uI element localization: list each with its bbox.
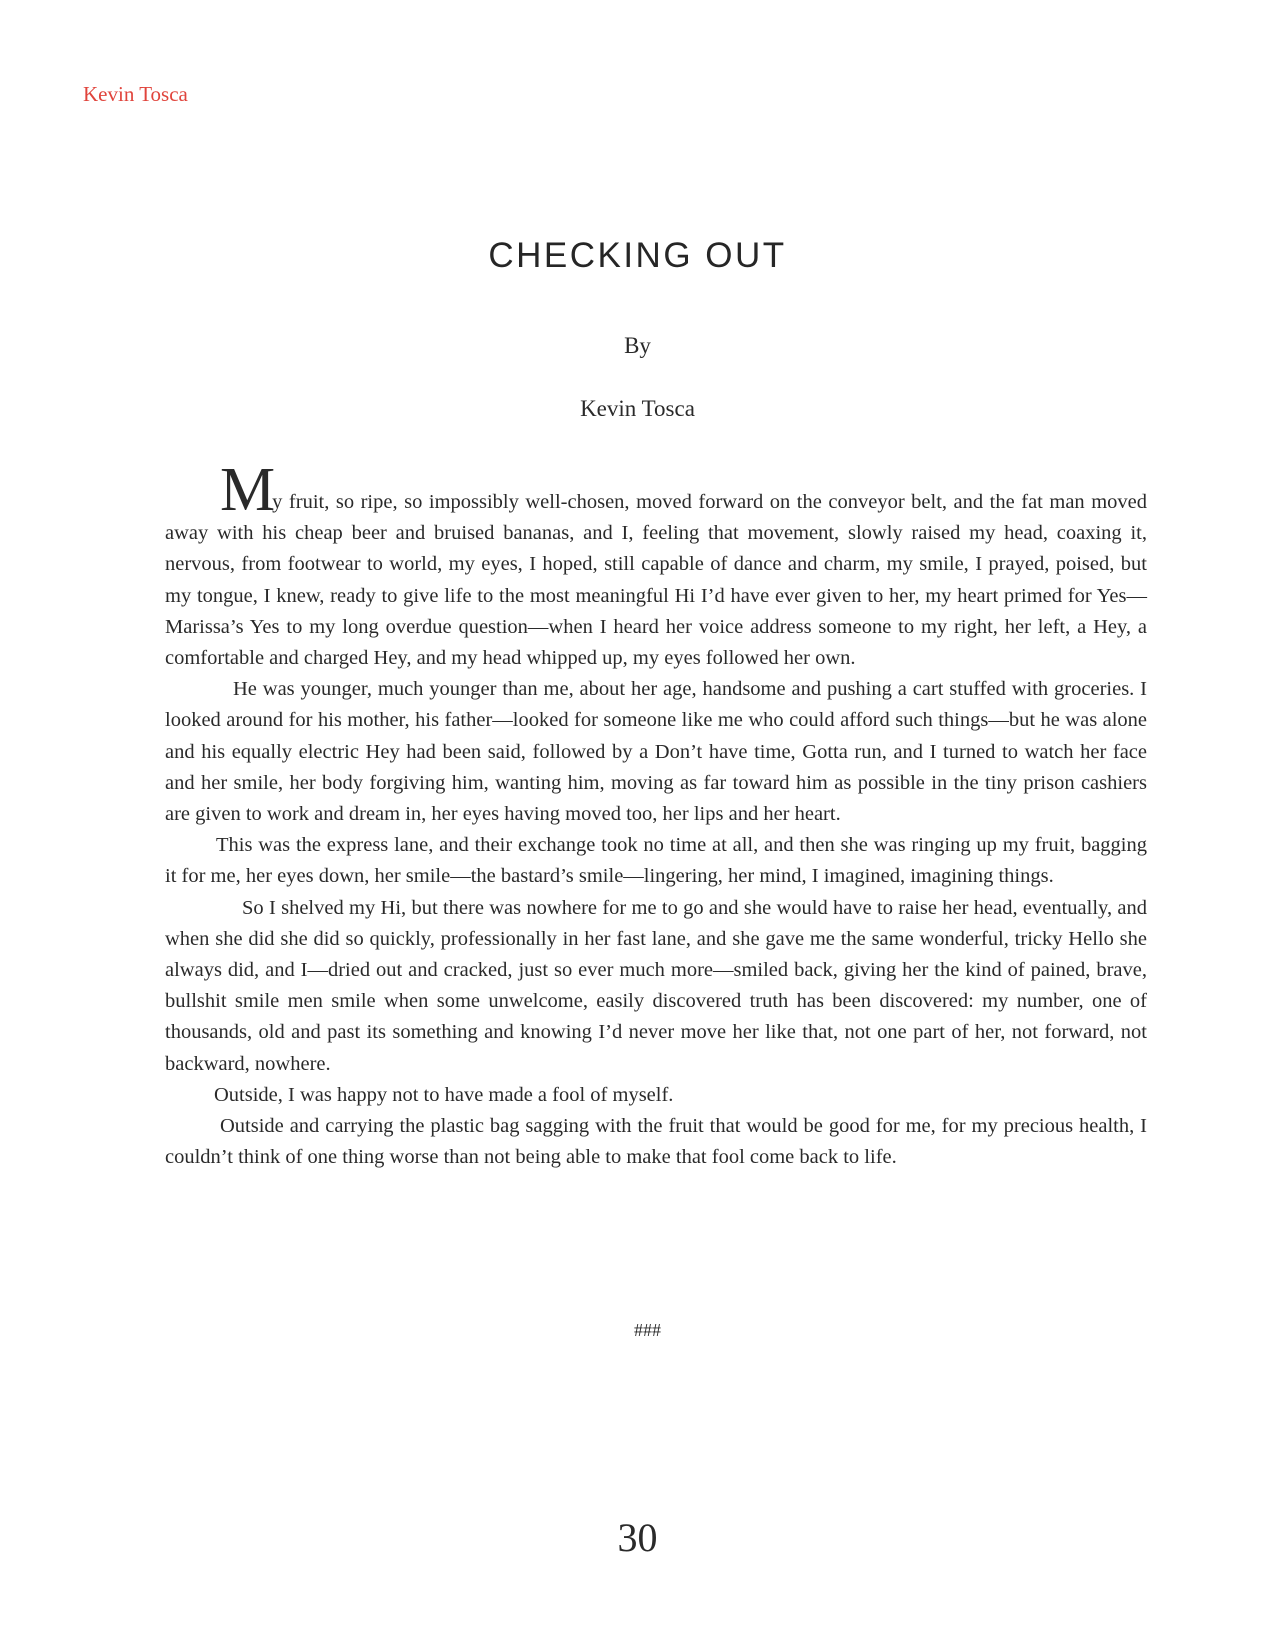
running-head: Kevin Tosca	[83, 82, 188, 106]
paragraph-3: This was the express lane, and their exchange took no time at all, and then she was ringing up my fruit, bagging it for me, her eyes down, her smile—the bastard’s smile—lingering, her mind, I imagined, imagining things.	[165, 834, 1147, 888]
drop-cap: M	[220, 456, 273, 524]
paragraph-6: Outside and carrying the plastic bag sagging with the fruit that would be good for me, for my precious health, I couldn’t think of one thing worse than not being able to make that fool come back to life.	[165, 1115, 1147, 1169]
story-title: CHECKING OUT	[488, 236, 787, 275]
byline-by: By	[624, 333, 651, 358]
story-body	[165, 456, 1147, 1173]
paragraph-1-text: y fruit, so ripe, so impossibly well-chosen, moved forward on the conveyor belt, and the fat man moved away with his cheap beer and bruised bananas, and I, feeling that movement, slowly raised my head, coaxing it, nervous, from footwear to world, my eyes, I hoped, still capable of dance and charm, my smile, I prayed, poised, but my tongue, I knew, ready to give life to the most meaningful Hi I’d have ever given to her, my heart primed for Yes—Marissa’s Yes to my long overdue question—when I heard her voice address someone to my right, her left, a Hey, a comfortable and charged Hey, and my head whipped up, my eyes followed her own.	[165, 491, 1147, 670]
end-mark: ###	[634, 1320, 661, 1340]
paragraph-2: He was younger, much younger than me, about her age, handsome and pushing a cart stuffed with groceries. I looked around for his mother, his father—looked for someone like me who could afford such things—but he was alone and his equally electric Hey had been said, followed by a Don’t have time, Gotta run, and I turned to watch her face and her smile, her body forgiving him, wanting him, moving as far toward him as possible in the tiny prison cashiers are given to work and dream in, her eyes having moved too, her lips and her heart.	[165, 678, 1147, 826]
page-number: 30	[617, 1515, 658, 1560]
paragraph-5: Outside, I was happy not to have made a fool of myself.	[214, 1083, 674, 1106]
byline-author: Kevin Tosca	[580, 396, 695, 421]
paragraph-4: So I shelved my Hi, but there was nowhere for me to go and she would have to raise her head, eventually, and when she did she did so quickly, professionally in her fast lane, and she gave me the same wonderful, tricky Hello she always did, and I—dried out and cracked, just so ever much more—smiled back, giving her the kind of pained, brave, bullshit smile men smile when some unwelcome, easily discovered truth has been discovered: my number, one of thousands, old and past its something and knowing I’d never move her like that, not one part of her, not forward, not backward, nowhere.	[165, 896, 1147, 1075]
paragraph-1	[165, 456, 1147, 674]
